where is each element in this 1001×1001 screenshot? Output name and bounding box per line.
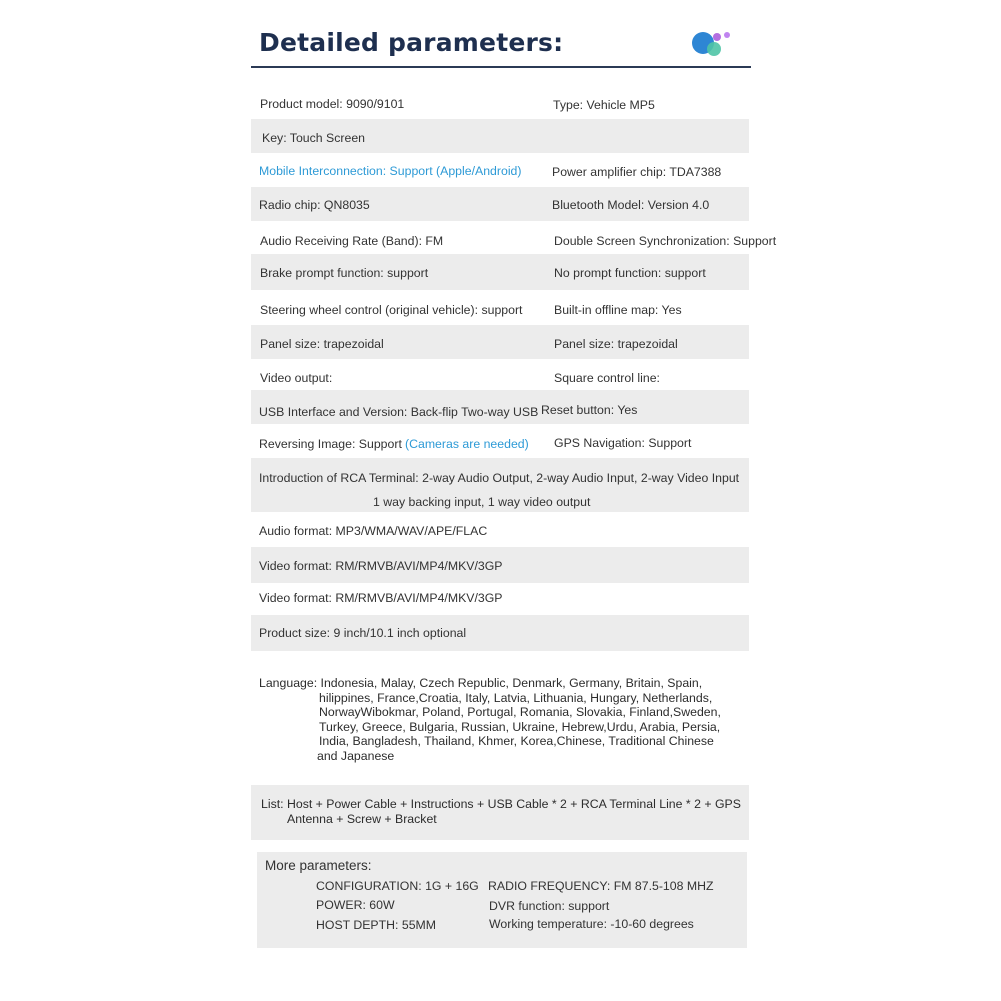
colored-dots-logo-icon [690, 28, 735, 60]
double-screen-sync: Double Screen Synchronization: Support [554, 234, 777, 248]
video-output: Video output: [260, 371, 333, 385]
working-temperature: Working temperature: -10-60 degrees [489, 917, 694, 931]
offline-map: Built-in offline map: Yes [554, 303, 682, 317]
rca-terminal-line2: 1 way backing input, 1 way video output [373, 495, 591, 509]
mobile-interconnection: Mobile Interconnection: Support (Apple/Android) [259, 164, 522, 178]
square-control-line: Square control line: [554, 371, 660, 385]
rca-terminal-line1: Introduction of RCA Terminal: 2-way Audio Output, 2-way Audio Input, 2-way Video Input [259, 471, 740, 485]
language-line: India, Bangladesh, Thailand, Khmer, Korea,Chinese, Traditional Chinese [319, 734, 714, 749]
package-list [261, 797, 741, 826]
audio-receiving-rate: Audio Receiving Rate (Band): FM [260, 234, 444, 248]
language-line: and Japanese [317, 748, 395, 763]
more-parameters-title: More parameters: [265, 858, 372, 873]
language-line: NorwayWibokmar, Poland, Portugal, Romania, Slovakia, Finland,Sweden, [319, 705, 721, 720]
language-line: hilippines, France,Croatia, Italy, Latvia, Lithuania, Hungary, Netherlands, [319, 690, 713, 705]
power: POWER: 60W [316, 898, 395, 912]
host-depth: HOST DEPTH: 55MM [316, 918, 437, 932]
no-prompt: No prompt function: support [554, 266, 706, 280]
steering-wheel-control: Steering wheel control (original vehicle): support [260, 303, 523, 317]
product-type: Type: Vehicle MP5 [553, 98, 655, 112]
product-size: Product size: 9 inch/10.1 inch optional [259, 626, 467, 640]
reversing-image: Reversing Image: Support [259, 437, 402, 451]
radio-chip: Radio chip: QN8035 [259, 198, 370, 212]
audio-format: Audio format: MP3/WMA/WAV/APE/FLAC [259, 524, 488, 538]
page-title: Detailed parameters: [259, 28, 564, 57]
package-list-line: Antenna + Screw + Bracket [287, 811, 437, 826]
dvr-function: DVR function: support [489, 899, 610, 913]
panel-size-left: Panel size: trapezoidal [260, 337, 384, 351]
language-list [259, 676, 739, 764]
language-line: Language: Indonesia, Malay, Czech Republic, Denmark, Germany, Britain, Spain, [259, 676, 703, 690]
gps-navigation: GPS Navigation: Support [554, 436, 692, 450]
language-line: Turkey, Greece, Bulgaria, Russian, Ukraine, Hebrew,Urdu, Arabia, Persia, [319, 719, 721, 734]
brake-prompt: Brake prompt function: support [260, 266, 429, 280]
panel-size-right: Panel size: trapezoidal [554, 337, 678, 351]
cameras-note: (Cameras are needed) [405, 437, 529, 451]
package-list-line: List: Host + Power Cable + Instructions + USB Cable * 2 + RCA Terminal Line * 2 + GPS [261, 797, 741, 811]
key-type: Key: Touch Screen [262, 131, 365, 145]
reset-button-spec: Reset button: Yes [541, 403, 638, 417]
usb-interface: USB Interface and Version: Back-flip Two-way USB [259, 405, 539, 419]
video-format-2: Video format: RM/RMVB/AVI/MP4/MKV/3GP [259, 591, 503, 605]
configuration: CONFIGURATION: 1G + 16G [316, 879, 479, 893]
video-format-1: Video format: RM/RMVB/AVI/MP4/MKV/3GP [259, 559, 503, 573]
amplifier-chip: Power amplifier chip: TDA7388 [552, 165, 722, 179]
product-model: Product model: 9090/9101 [260, 97, 405, 111]
header-divider [251, 66, 751, 68]
bluetooth-model: Bluetooth Model: Version 4.0 [552, 198, 710, 212]
radio-frequency: RADIO FREQUENCY: FM 87.5-108 MHZ [488, 879, 714, 893]
